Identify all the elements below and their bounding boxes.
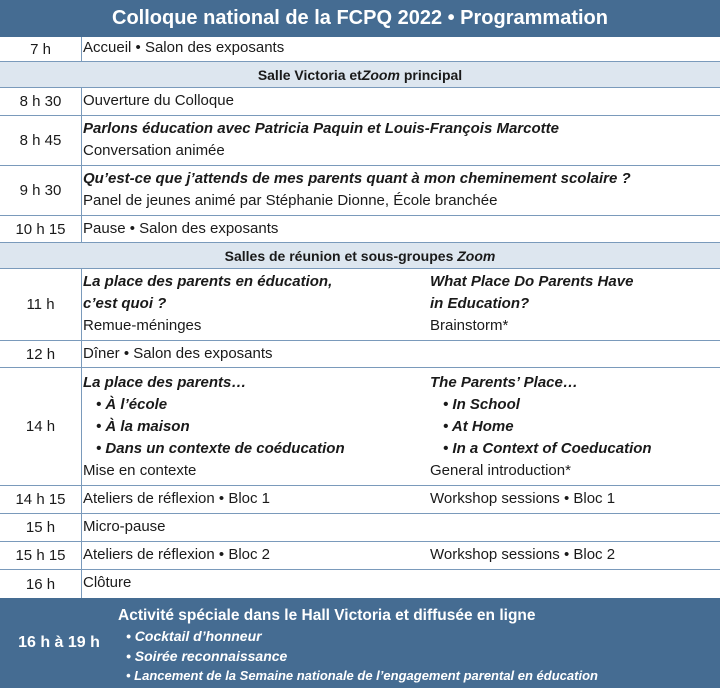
row-text: Accueil • Salon des exposants [83,39,285,56]
fr-session-title: La place des parents en éducation, [83,273,333,290]
row-content [82,88,720,115]
session-subtitle: Panel de jeunes animé par Stéphanie Dionne, École branchée [83,192,498,209]
en-bullet: • In a Context of Coeducation [443,440,652,457]
row-content [82,368,720,485]
row-text: Ouverture du Colloque [83,92,234,109]
schedule-row [0,570,720,598]
row-time: 15 h [0,514,82,541]
section-label-pre: Salle Victoria et [257,66,362,83]
row-time: 14 h [0,368,82,485]
en-bullet: • In School [443,396,520,413]
row-time: 9 h 30 [0,166,82,215]
fr-row-text: Ateliers de réflexion • Bloc 1 [83,490,271,507]
fr-bullet: • À l’école [96,396,168,413]
fr-row-text: Ateliers de réflexion • Bloc 2 [83,546,271,563]
section-label-zoom: Zoom [361,66,400,83]
row-time: 8 h 45 [0,116,82,165]
row-time: 16 h [0,570,82,598]
row-content [82,570,720,598]
row-time: 11 h [0,269,82,340]
en-session-subtitle: General introduction* [430,462,571,479]
schedule-row [0,486,720,514]
row-text: Clôture [83,574,132,591]
row-content [82,269,720,340]
en-session-subtitle: Brainstorm* [430,317,509,334]
schedule-row [0,216,720,243]
special-activity-bullet: • Lancement de la Semaine nationale de l’engagement parental en éducation [126,668,598,683]
fr-session-subtitle: Remue-méninges [83,317,202,334]
schedule-row [0,368,720,486]
row-text: Pause • Salon des exposants [83,220,279,237]
section-label-post: principal [399,66,463,83]
special-activity-heading: Activité spéciale dans le Hall Victoria et diffusée en ligne [118,607,536,624]
row-text: Dîner • Salon des exposants [83,345,273,362]
program-title-banner [0,0,720,37]
row-content [82,486,720,513]
row-time: 7 h [0,37,82,61]
row-time: 15 h 15 [0,542,82,569]
section-label-pre: Salles de réunion et sous-groupes [224,247,458,264]
en-session-title: What Place Do Parents Have [430,273,634,290]
fr-bullet: • Dans un contexte de coéducation [96,440,345,457]
section-header-victoria [0,62,720,88]
row-time: 14 h 15 [0,486,82,513]
row-content [82,542,720,569]
en-row-text: Workshop sessions • Bloc 2 [430,546,616,563]
section-header-breakout [0,243,720,269]
row-content [82,514,720,541]
fr-session-title-cont: c’est quoi ? [83,295,167,312]
special-activity-bullet: • Cocktail d’honneur [126,628,262,644]
session-title: Parlons éducation avec Patricia Paquin et Louis-François Marcotte [83,120,559,137]
row-time: 10 h 15 [0,216,82,242]
special-activity-banner [0,598,720,688]
schedule-row [0,542,720,570]
schedule-row [0,166,720,216]
schedule-row [0,88,720,116]
row-content [82,341,720,367]
row-time: 8 h 30 [0,88,82,115]
schedule-row [0,37,720,62]
row-content [82,116,720,165]
fr-bullet: • À la maison [96,418,190,435]
row-content [82,166,720,215]
en-row-text: Workshop sessions • Bloc 1 [430,490,616,507]
fr-session-title: La place des parents… [83,374,247,391]
row-content [82,37,720,61]
row-time: 12 h [0,341,82,367]
section-label-zoom: Zoom [457,247,496,264]
schedule-row [0,269,720,341]
en-session-title-cont: in Education? [430,295,530,312]
fr-session-subtitle: Mise en contexte [83,462,197,479]
row-content [82,216,720,242]
en-bullet: • At Home [443,418,514,435]
schedule-row [0,116,720,166]
row-text: Micro-pause [83,518,166,535]
en-session-title: The Parents’ Place… [430,374,578,391]
schedule-row [0,341,720,368]
program-title: Colloque national de la FCPQ 2022 • Programmation [112,7,608,29]
session-title: Qu’est-ce que j’attends de mes parents quant à mon cheminement scolaire ? [83,170,631,187]
special-activity-bullet: • Soirée reconnaissance [126,648,288,664]
schedule-row [0,514,720,542]
special-activity-time: 16 h à 19 h [18,634,100,651]
session-subtitle: Conversation animée [83,142,225,159]
